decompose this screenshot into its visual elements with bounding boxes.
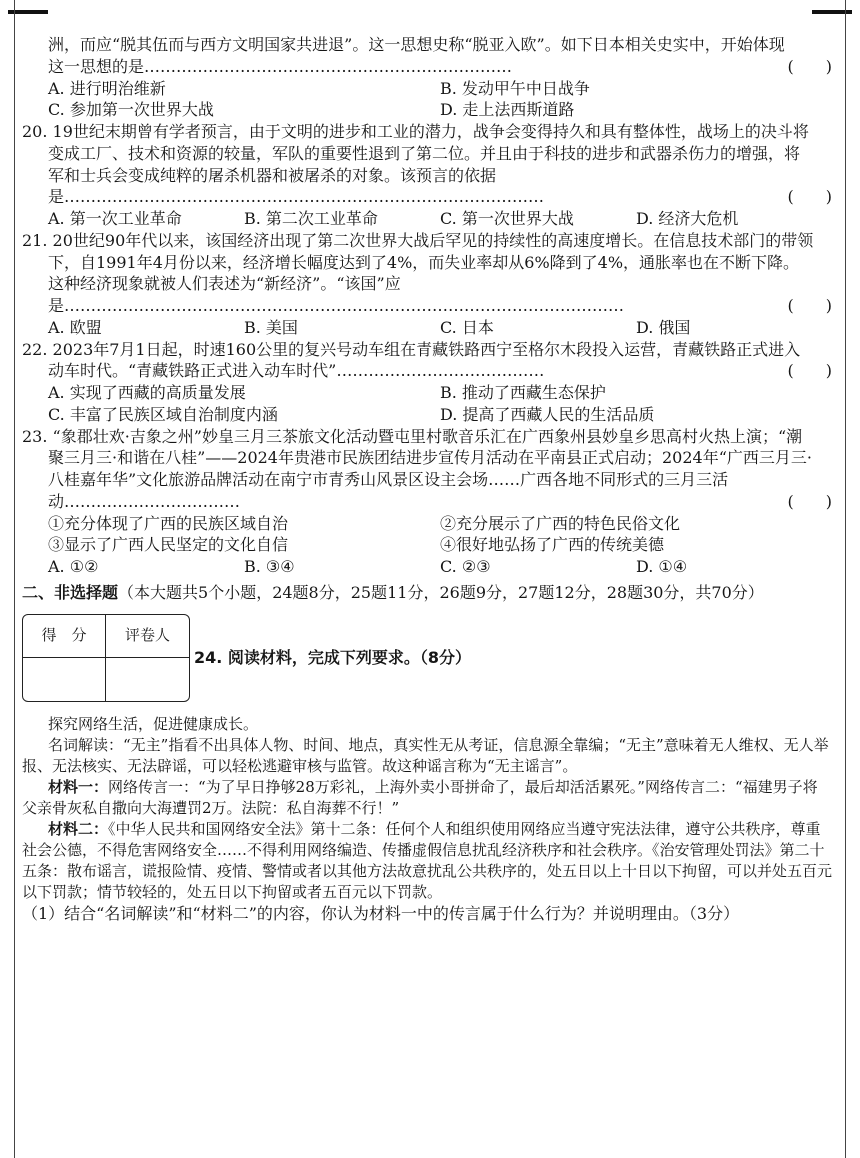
q23-statement-3: ③显示了广西人民坚定的文化自信 <box>48 535 289 555</box>
q21-answer-paren: ( ) <box>787 296 832 315</box>
q19-stem-text: 洲，而应“脱其伍而与西方文明国家共进退”。这一思想史称“脱亚入欧”。如下日本相关史实中，开始体现这一思想的是…………………………………………………………… <box>48 35 785 76</box>
q20-stem <box>22 121 832 208</box>
q23-option-d: D. ①④ <box>636 557 688 576</box>
q23-statements <box>22 513 832 557</box>
score-box <box>22 614 190 702</box>
answer-space[interactable] <box>22 925 832 1015</box>
material-1-text: 网络传言一：“为了早日挣够28万彩礼，上海外卖小哥拼命了，最后却活活累死。”网络传言二：“福建男子将父亲骨灰私自撒向大海遭罚2万。法院：私自海葬不行！” <box>22 777 818 817</box>
score-label: 得 分 <box>23 615 106 658</box>
q20-stem-text: 20. 19世纪末期曾有学者预言，由于文明的进步和工业的潜力，战争会变得持久和具有整体性，战场上的决斗将变成工厂、技术和资源的较量，军队的重要性退到了第二位。并且由于科技的进步和武器杀伤力的增强，将军和士兵会变成纯粹的屠杀机器和被屠杀的对象。该预言的依据是……………………………………………………………………………… <box>22 122 809 207</box>
q21-option-a: A. 欧盟 <box>48 317 102 337</box>
q24-title: 24. 阅读材料，完成下列要求。（8分） <box>194 647 472 667</box>
q22-option-d: D. 提高了西藏人民的生活品质 <box>440 404 655 424</box>
q20-option-a: A. 第一次工业革命 <box>48 209 182 228</box>
q24-header-row <box>22 614 832 702</box>
q23-statement-1: ①充分体现了广西的民族区域自治 <box>48 513 289 533</box>
q23-statement-4: ④很好地弘扬了广西的传统美德 <box>440 535 665 555</box>
material-2-text: 《中华人民共和国网络安全法》第十二条：任何个人和组织使用网络应当遵守宪法法律，遵守公共秩序，尊重社会公德，不得危害网络安全……不得利用网络编造、传播虚假信息扰乱经济秩序和社会秩序。《治安管理处罚法》第二十五条：散布谣言，谎报险情、疫情、警情或者以其他方法故意扰乱公共秩序的，处五日以上十日以下拘留，可以并处五百元以下罚款；情节较轻的，处五日以下拘留或者五百元以下罚款。 <box>22 819 833 901</box>
q19-option-a: A. 进行明治维新 <box>48 78 166 98</box>
q19-option-c: C. 参加第一次世界大战 <box>48 100 214 120</box>
q21-options <box>22 317 832 339</box>
score-cell[interactable] <box>23 658 106 701</box>
section-2-title: 二、非选择题 <box>22 582 119 602</box>
q20-answer-paren: ( ) <box>787 187 832 207</box>
q19-option-d: D. 走上法西斯道路 <box>440 100 575 120</box>
q20-option-c: C. 第一次世界大战 <box>440 209 574 228</box>
q24-definition: 名词解读：“无主”指看不出具体人物、时间、地点，真实性无从考证，信息源全靠编；“无主”意味着无人维权、无人举报、无法核实、无法辟谣，可以轻松逃避审核与监管。故这种谣言称为“无主谣言”。 <box>22 735 829 775</box>
q23-stem <box>22 426 832 513</box>
section-2-heading <box>22 582 832 604</box>
q23-option-c: C. ②③ <box>440 557 491 576</box>
section-2-note: （本大题共5个小题，24题8分，25题11分，26题9分，27题12分，28题30分，共70分） <box>118 582 764 602</box>
q23-answer-paren: ( ) <box>787 491 832 511</box>
q21-stem-text: 21. 20世纪90年代以来，该国经济出现了第二次世界大战后罕见的持续性的高速度增长。在信息技术部门的带领下，自1991年4月份以来，经济增长幅度达到了4%，而失业率却从6%降到了4%，通胀率也在不断下降。这种经济现象就被人们表述为“新经济”。“该国”应是…………………………………………………………………………………………… <box>22 230 814 315</box>
q23-option-a: A. ①② <box>48 557 99 576</box>
q19-stem <box>22 34 832 78</box>
q19-options <box>22 78 832 122</box>
q22-answer-paren: ( ) <box>787 361 832 381</box>
q23-options <box>22 556 832 578</box>
q19-option-b: B. 发动甲午中日战争 <box>440 78 590 98</box>
grader-cell[interactable] <box>106 658 189 701</box>
material-1-label: 材料一： <box>48 777 109 796</box>
q20-option-b: B. 第二次工业革命 <box>244 209 378 228</box>
q22-option-b: B. 推动了西藏生态保护 <box>440 383 606 402</box>
q23-statement-2: ②充分展示了广西的特色民俗文化 <box>440 513 681 533</box>
q24-material-1 <box>22 777 832 819</box>
q23-stem-text: 23. “象郡壮欢·吉象之州”妙皇三月三茶旅文化活动暨屯里村歌音乐汇在广西象州县妙皇乡思高村火热上演；“潮聚三月三·和谐在八桂”——2024年贵港市民族团结进步宣传月活动在平南县正式启动；2024年“广西三月三·八桂嘉年华”文化旅游品牌活动在南宁市青秀山风景区设主会场……广西各地不同形式的三月三活动…………………………… <box>22 426 812 511</box>
q21-stem <box>22 230 832 317</box>
q24-subquestion-1: （1）结合“名词解读”和“材料二”的内容，你认为材料一中的传言属于什么行为？并说明理由。（3分） <box>22 903 740 923</box>
exam-content <box>22 34 832 1015</box>
q22-options <box>22 382 832 426</box>
q20-option-d: D. 经济大危机 <box>636 209 739 228</box>
q24-materials <box>22 714 832 925</box>
q21-option-c: C. 日本 <box>440 317 494 337</box>
q23-option-b: B. ③④ <box>244 557 295 576</box>
q19-answer-paren: ( ) <box>787 56 832 76</box>
grader-label: 评卷人 <box>106 615 189 658</box>
q22-stem-text: 22. 2023年7月1日起，时速160公里的复兴号动车组在青藏铁路西宁至格尔木段投入运营，青藏铁路正式进入动车时代。“青藏铁路正式进入动车时代”………………………………… <box>22 339 801 381</box>
q21-option-b: B. 美国 <box>244 317 298 337</box>
q22-stem <box>22 339 832 383</box>
q20-options <box>22 208 832 230</box>
q22-option-a: A. 实现了西藏的高质量发展 <box>48 383 246 402</box>
q21-option-d: D. 俄国 <box>636 317 691 337</box>
q24-intro: 探究网络生活，促进健康成长。 <box>48 714 259 733</box>
material-2-label: 材料二： <box>48 819 109 838</box>
q22-option-c: C. 丰富了民族区域自治制度内涵 <box>48 404 278 424</box>
q24-material-2 <box>22 819 832 903</box>
